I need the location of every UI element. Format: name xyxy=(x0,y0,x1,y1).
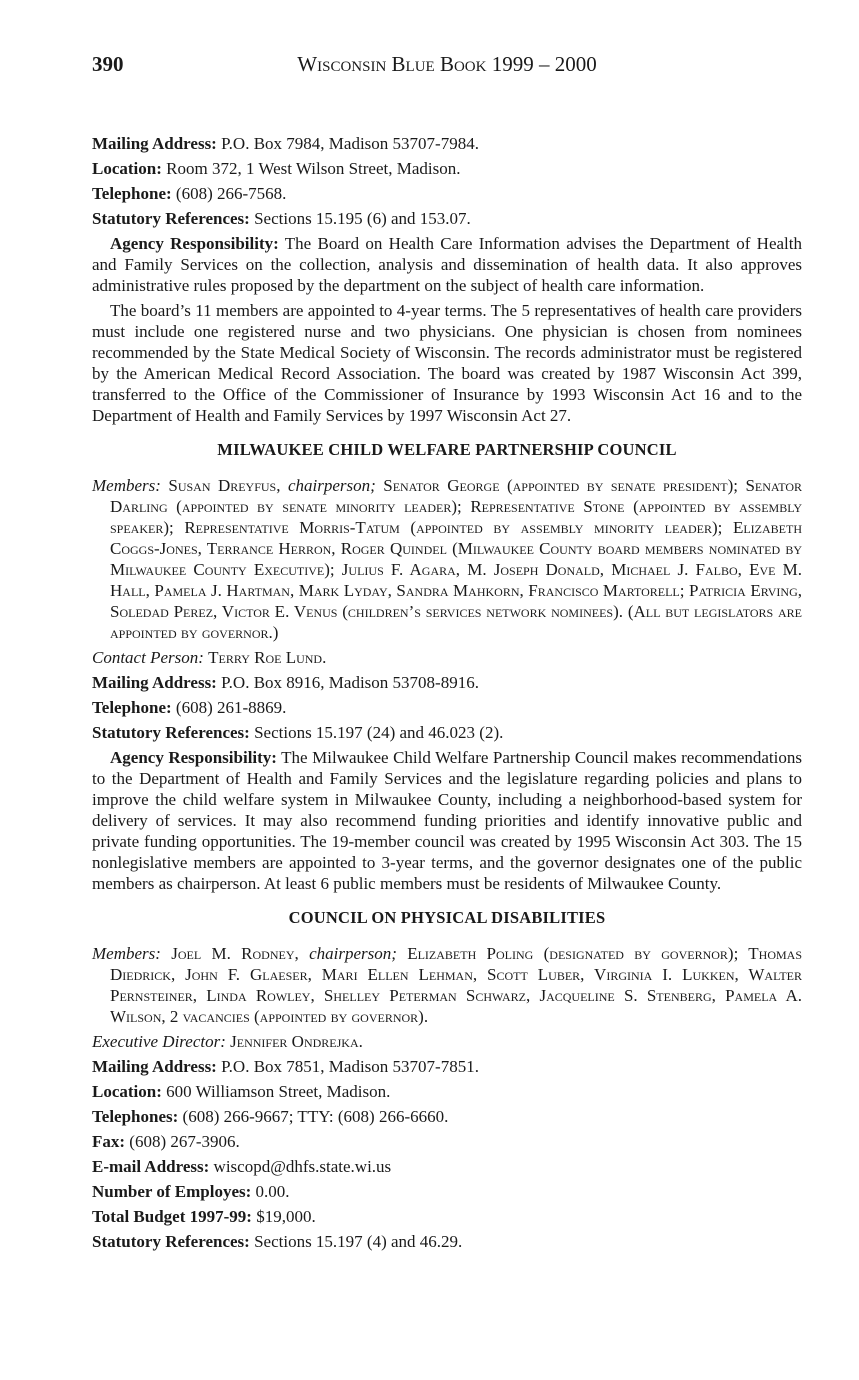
total-budget xyxy=(92,1206,802,1227)
statutory-label: Statutory References: xyxy=(92,1232,250,1251)
telephone xyxy=(92,697,802,718)
page-number: 390 xyxy=(92,52,124,76)
location xyxy=(92,158,802,179)
telephone-value: (608) 266-7568. xyxy=(175,184,287,203)
page-content xyxy=(92,133,802,1256)
email-value: wiscopd@dhfs.state.wi.us xyxy=(213,1157,392,1176)
telephone-label: Telephone: xyxy=(92,184,172,203)
agency-text: The Milwaukee Child Welfare Partnership Council makes recommendations to the Department of Health and Family Services and the legislature regarding policies and plans to improve the child welfare system in Milwaukee County, including a neighborhood-based system for delivery of services. It may also recommend funding priorities and identify innovative public and private funding opportunities. The 19-member council was created by 1995 Wisconsin Act 303. The 15 nonlegislative members are appointed to 3-year terms, and the governor designates one of the public members as chairperson. At least 6 public members must be residents of Milwaukee County. xyxy=(92,748,802,893)
director-value: Jennifer Ondrejka. xyxy=(230,1032,363,1051)
agency-label: Agency Responsibility: xyxy=(110,234,279,253)
members-chair: Susan Dreyfus, xyxy=(168,476,281,495)
location-value: 600 Williamson Street, Madison. xyxy=(166,1082,391,1101)
agency-responsibility xyxy=(92,233,802,296)
section-heading: MILWAUKEE CHILD WELFARE PARTNERSHIP COUNCIL xyxy=(217,440,677,459)
number-of-employes xyxy=(92,1181,802,1202)
statutory-references xyxy=(92,1231,802,1252)
mailing-address xyxy=(92,1056,802,1077)
email-label: E-mail Address: xyxy=(92,1157,210,1176)
section-heading: COUNCIL ON PHYSICAL DISABILITIES xyxy=(288,908,606,927)
statutory-label: Statutory References: xyxy=(92,723,250,742)
telephone-label: Telephone: xyxy=(92,698,172,717)
members-rest: Elizabeth Poling (designated by governor); Thomas Diedrick, John F. Glaeser, Mari Ellen Lehman, Scott Luber, Virginia I. Lukken, Walter Pernsteiner, Linda Rowley, Shelley Peterman Schwarz, Jacqueline S. Stenberg, Pamela A. Wilson, 2 vacancies (appointed by governor). xyxy=(110,944,803,1026)
statutory-value: Sections 15.195 (6) and 153.07. xyxy=(254,209,471,228)
contact-value: Terry Roe Lund. xyxy=(208,648,327,667)
agency-label: Agency Responsibility: xyxy=(110,748,277,767)
telephone xyxy=(92,183,802,204)
email-address xyxy=(92,1156,802,1177)
members-list xyxy=(92,475,802,643)
fax-label: Fax: xyxy=(92,1132,126,1151)
fax xyxy=(92,1131,802,1152)
statutory-label: Statutory References: xyxy=(92,209,250,228)
location-label: Location: xyxy=(92,159,162,178)
agency-text: The Board on Health Care Information advises the Department of Health and Family Services on the collection, analysis and dissemination of health data. It also approves administrative rules proposed by the department on the subject of health care information. xyxy=(92,234,802,295)
budget-value: $19,000. xyxy=(256,1207,316,1226)
members-chair: Joel M. Rodney, xyxy=(171,944,299,963)
mailing-address xyxy=(92,133,802,154)
statutory-value: Sections 15.197 (4) and 46.29. xyxy=(254,1232,463,1251)
mailing-address-value: P.O. Box 7851, Madison 53707-7851. xyxy=(221,1057,479,1076)
mailing-address-value: P.O. Box 8916, Madison 53708-8916. xyxy=(221,673,479,692)
budget-label: Total Budget 1997-99: xyxy=(92,1207,252,1226)
members-label: Members: xyxy=(92,944,161,963)
fax-value: (608) 267-3906. xyxy=(129,1132,240,1151)
employees-label: Number of Employes: xyxy=(92,1182,252,1201)
contact-label: Contact Person: xyxy=(92,648,204,667)
telephones-label: Telephones: xyxy=(92,1107,179,1126)
page-header xyxy=(92,52,802,82)
agency-responsibility xyxy=(92,747,802,894)
mailing-address-label: Mailing Address: xyxy=(92,1057,217,1076)
members-chair-role: chairperson; xyxy=(287,476,376,495)
executive-director xyxy=(92,1031,802,1052)
location-label: Location: xyxy=(92,1082,162,1101)
telephones xyxy=(92,1106,802,1127)
mailing-address xyxy=(92,672,802,693)
telephones-value: (608) 266-9667; TTY: (608) 266-6660. xyxy=(182,1107,449,1126)
employees-value: 0.00. xyxy=(255,1182,290,1201)
members-label: Members: xyxy=(92,476,161,495)
statutory-value: Sections 15.197 (24) and 46.023 (2). xyxy=(254,723,504,742)
members-chair-role: chairperson; xyxy=(309,944,397,963)
mailing-address-value: P.O. Box 7984, Madison 53707-7984. xyxy=(221,134,479,153)
statutory-references xyxy=(92,722,802,743)
mailing-address-label: Mailing Address: xyxy=(92,673,217,692)
telephone-value: (608) 261-8869. xyxy=(175,698,287,717)
mailing-address-label: Mailing Address: xyxy=(92,134,217,153)
contact-person xyxy=(92,647,802,668)
location-value: Room 372, 1 West Wilson Street, Madison. xyxy=(166,159,461,178)
members-list xyxy=(92,943,802,1027)
statutory-references xyxy=(92,208,802,229)
running-title: Wisconsin Blue Book 1999 – 2000 xyxy=(297,52,597,76)
board-description: The board’s 11 members are appointed to 4-year terms. The 5 representatives of health care providers must include one registered nurse and two physicians. One physician is chosen from nominees recommended by the State Medical Society of Wisconsin. The records administrator must be registered by the American Medical Record Association. The board was created by 1987 Wisconsin Act 399, transferred to the Office of the Commissioner of Insurance by 1993 Wisconsin Act 16 and to the Department of Health and Family Services by 1997 Wisconsin Act 27. xyxy=(92,301,802,425)
location xyxy=(92,1081,802,1102)
members-rest: Senator George (appointed by senate president); Senator Darling (appointed by senate minority leader); Representative Stone (appointed by assembly speaker); Representative Morris-Tatum (appointed by assembly minority leader); Elizabeth Coggs-Jones, Terrance Herron, Roger Quindel (Milwaukee County board members nominated by Milwaukee County Executive); Julius F. Agara, M. Joseph Donald, Michael J. Falbo, Eve M. Hall, Pamela J. Hartman, Mark Lyday, Sandra Mahkorn, Francisco Martorell; Patricia Erving, Soledad Perez, Victor E. Venus (children’s services network nominees). (All but legislators are appointed by governor.) xyxy=(110,476,803,642)
director-label: Executive Director: xyxy=(92,1032,226,1051)
